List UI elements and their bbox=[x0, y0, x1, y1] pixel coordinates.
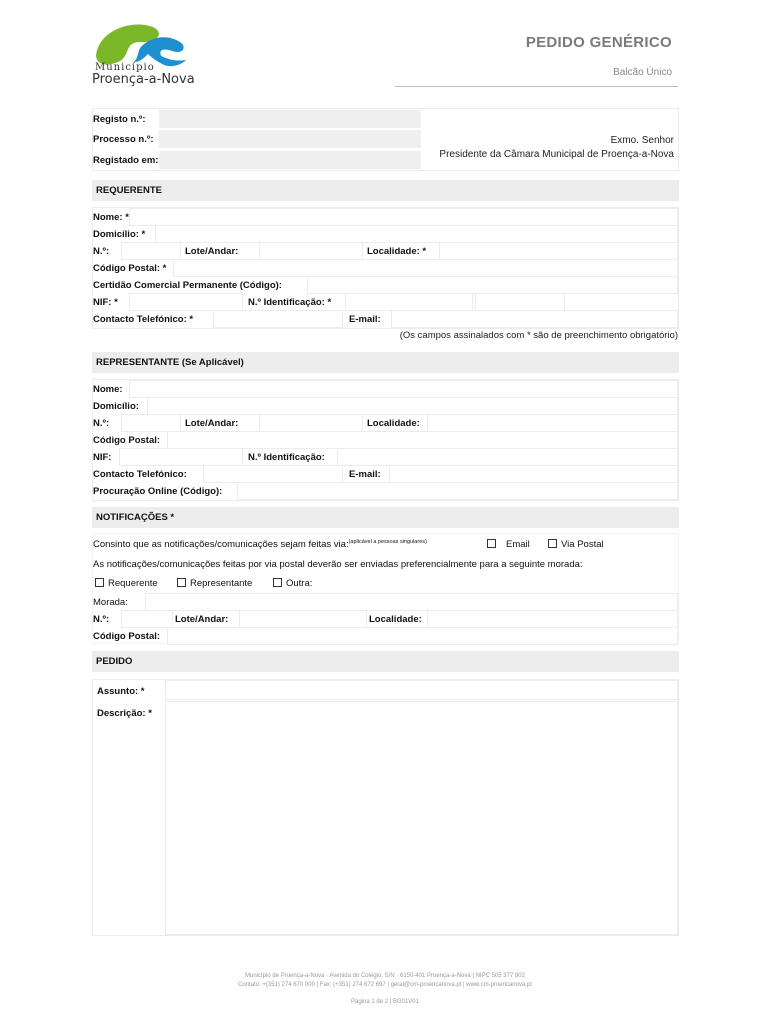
not-lote-field[interactable] bbox=[239, 610, 367, 628]
req-email-field[interactable] bbox=[391, 310, 678, 328]
rep-nif-label: NIF: bbox=[93, 452, 112, 463]
not-localidade-label: Localidade: bbox=[369, 614, 422, 625]
addressee-block bbox=[439, 134, 674, 162]
document-subtitle: Balcão Único bbox=[613, 67, 672, 78]
not-numero-field[interactable] bbox=[121, 610, 173, 628]
section-pedido-title: PEDIDO bbox=[96, 656, 133, 667]
registado-row bbox=[93, 151, 333, 170]
not-localidade-field[interactable] bbox=[427, 610, 678, 628]
req-lote-field[interactable] bbox=[259, 242, 363, 260]
rep-id-field[interactable] bbox=[337, 448, 678, 466]
req-nome-label: Nome: * bbox=[93, 212, 129, 223]
req-nif-field[interactable] bbox=[129, 293, 243, 311]
req-id-label: N.º Identificação: * bbox=[248, 297, 332, 308]
opt-requerente-label: Requerente bbox=[108, 578, 158, 589]
morada-label: Morada: bbox=[93, 597, 128, 608]
opt-outra[interactable] bbox=[273, 578, 312, 589]
req-numero-label: N.º: bbox=[93, 246, 110, 257]
registry-box bbox=[92, 108, 679, 171]
req-contacto-label: Contacto Telefónico: * bbox=[93, 314, 194, 325]
processo-field[interactable] bbox=[159, 130, 421, 148]
pedido-form bbox=[92, 679, 679, 936]
registo-label: Registo n.º: bbox=[93, 114, 146, 125]
registo-row bbox=[93, 110, 333, 129]
rep-localidade-label: Localidade: bbox=[367, 418, 420, 429]
rep-contacto-field[interactable] bbox=[203, 465, 343, 483]
logo-text-municipio: Município bbox=[95, 62, 155, 73]
mandatory-note: (Os campos assinalados com * são de preenchimento obrigatório) bbox=[399, 330, 678, 341]
req-cp-field[interactable] bbox=[173, 259, 678, 277]
not-cp-label: Código Postal: bbox=[93, 631, 161, 642]
rep-contacto-label: Contacto Telefónico: bbox=[93, 469, 187, 480]
rep-lote-field[interactable] bbox=[259, 414, 363, 432]
req-cp-label: Código Postal: * bbox=[93, 263, 167, 274]
req-domicilio-label: Domicílio: * bbox=[93, 229, 146, 240]
section-notificacoes bbox=[92, 507, 679, 528]
opt-email[interactable] bbox=[487, 539, 530, 550]
title-divider bbox=[395, 86, 678, 87]
section-requerente-title: REQUERENTE bbox=[96, 185, 162, 196]
footer bbox=[0, 972, 770, 990]
assunto-label: Assunto: * bbox=[97, 686, 145, 697]
rep-localidade-field[interactable] bbox=[427, 414, 678, 432]
representante-checkbox[interactable] bbox=[177, 578, 186, 587]
morada-field[interactable] bbox=[145, 593, 678, 611]
document-title: PEDIDO GENÉRICO bbox=[525, 34, 672, 51]
logo-text-name: Proença-a-Nova bbox=[92, 72, 195, 87]
section-representante-title: REPRESENTANTE (Se Aplicável) bbox=[96, 357, 244, 368]
not-numero-label: N.º: bbox=[93, 614, 110, 625]
req-localidade-field[interactable] bbox=[439, 242, 678, 260]
rep-lote-label: Lote/Andar: bbox=[185, 418, 239, 429]
consent-main: Consinto que as notificações/comunicações sejam feitas via: bbox=[93, 539, 349, 550]
req-email-label: E-mail: bbox=[349, 314, 381, 325]
rep-numero-label: N.º: bbox=[93, 418, 110, 429]
rep-email-field[interactable] bbox=[389, 465, 678, 483]
rep-cp-field[interactable] bbox=[167, 431, 678, 449]
registado-field[interactable] bbox=[159, 151, 421, 169]
notificacoes-form bbox=[92, 533, 679, 644]
section-notificacoes-title: NOTIFICAÇÕES * bbox=[96, 512, 175, 523]
req-contacto-field[interactable] bbox=[213, 310, 343, 328]
rep-nome-field[interactable] bbox=[129, 380, 678, 398]
requerente-checkbox[interactable] bbox=[95, 578, 104, 587]
postal-checkbox[interactable] bbox=[548, 539, 557, 548]
opt-requerente[interactable] bbox=[95, 578, 158, 589]
email-checkbox[interactable] bbox=[487, 539, 496, 548]
req-localidade-label: Localidade: * bbox=[367, 246, 427, 257]
rep-domicilio-label: Domicílio: bbox=[93, 401, 139, 412]
req-id-field-2[interactable] bbox=[475, 293, 565, 311]
req-nome-field[interactable] bbox=[129, 208, 678, 226]
page-number: Página 1 de 2 | BG01V01 bbox=[351, 999, 419, 1005]
rep-procuracao-label: Procuração Online (Código): bbox=[93, 486, 223, 497]
consent-text bbox=[93, 539, 427, 550]
rep-cp-label: Código Postal: bbox=[93, 435, 161, 446]
req-id-field[interactable] bbox=[345, 293, 473, 311]
requerente-form bbox=[92, 207, 679, 329]
rep-domicilio-field[interactable] bbox=[147, 397, 678, 415]
outra-checkbox[interactable] bbox=[273, 578, 282, 587]
rep-nif-field[interactable] bbox=[119, 448, 243, 466]
section-requerente bbox=[92, 180, 679, 201]
req-nif-label: NIF: * bbox=[93, 297, 118, 308]
rep-procuracao-field[interactable] bbox=[237, 482, 678, 500]
addressee-line1: Exmo. Senhor bbox=[610, 135, 674, 146]
opt-representante-label: Representante bbox=[190, 578, 253, 589]
req-numero-field[interactable] bbox=[121, 242, 181, 260]
footer-line1: Município de Proença-a-Nova · Avenida do Colégio, S/N · 6150-401 Proença-a-Nova | NIPC 505 377 802 bbox=[245, 973, 525, 979]
representante-form bbox=[92, 379, 679, 501]
processo-row bbox=[93, 130, 333, 149]
not-cp-field[interactable] bbox=[167, 627, 678, 645]
rep-numero-field[interactable] bbox=[121, 414, 181, 432]
opt-outra-label: Outra: bbox=[286, 578, 313, 589]
not-lote-label: Lote/Andar: bbox=[175, 614, 229, 625]
opt-postal-label: Via Postal bbox=[561, 539, 604, 550]
section-pedido bbox=[92, 651, 679, 672]
addressee-line2: Presidente da Câmara Municipal de Proença-a-Nova bbox=[439, 149, 674, 160]
section-representante bbox=[92, 352, 679, 373]
req-lote-label: Lote/Andar: bbox=[185, 246, 239, 257]
descricao-field[interactable] bbox=[165, 701, 678, 935]
assunto-field[interactable] bbox=[165, 680, 678, 700]
req-certidao-field[interactable] bbox=[307, 276, 678, 294]
opt-postal[interactable] bbox=[548, 539, 604, 550]
registo-field[interactable] bbox=[159, 110, 421, 128]
footer-line2: Contato: +(351) 274 670 000 | Fax: (+351) 274 672 697 | geral@cm-proencanova.pt | www.cm-proencanova.pt bbox=[238, 982, 532, 988]
rep-id-label: N.º Identificação: bbox=[248, 452, 325, 463]
consent-sup: (aplicável a pessoas singulares) bbox=[348, 539, 427, 545]
req-domicilio-field[interactable] bbox=[155, 225, 678, 243]
opt-representante[interactable] bbox=[177, 578, 252, 589]
registado-label: Registado em: bbox=[93, 155, 159, 166]
req-certidao-label: Certidão Comercial Permanente (Código): bbox=[93, 280, 282, 291]
rep-email-label: E-mail: bbox=[349, 469, 381, 480]
postal-text: As notificações/comunicações feitas por via postal deverão ser enviadas preferencialmente para a seguinte morada: bbox=[93, 559, 583, 570]
processo-label: Processo n.º: bbox=[93, 134, 154, 145]
rep-nome-label: Nome: bbox=[93, 384, 123, 395]
descricao-label: Descrição: * bbox=[97, 708, 152, 719]
opt-email-label: Email bbox=[506, 539, 530, 550]
